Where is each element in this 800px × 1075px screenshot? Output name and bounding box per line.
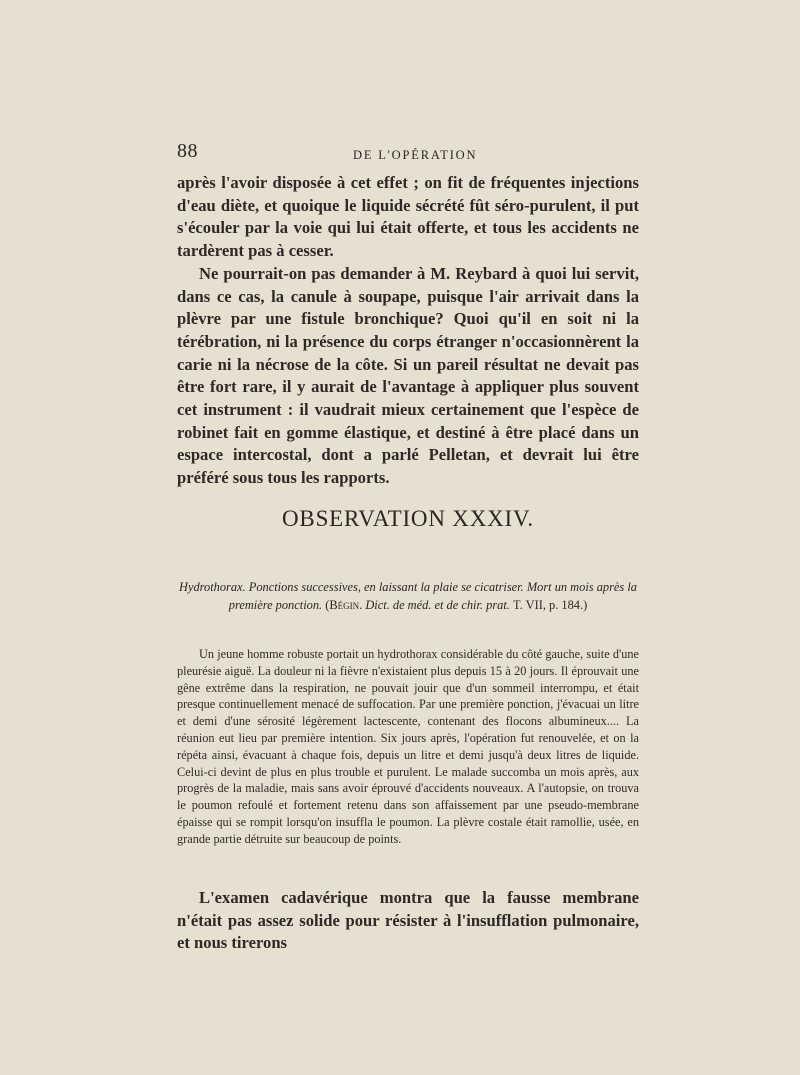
- body-text: [177, 172, 639, 490]
- paragraph-reybard: Ne pourrait-on pas demander à M. Reybard à quoi lui servit, dans ce cas, la canule à soupape, puisque l'air arrivait dans la plèvre par une fistule bronchique? Quoi qu'il en soit ni la térébration, ni la présence du corps étranger n'occasionnèrent la carie ni la nécrose de la côte. Si un pareil résultat ne devait pas être fort rare, il y aurait de l'avantage à appliquer plus souvent cet instrument : il vaudrait mieux certainement que l'espèce de robinet fait en gomme élastique, et destiné à être placé dans un espace intercostal, dont a parlé Pelletan, et devrait lui être préféré sous tous les rapports.: [177, 263, 639, 488]
- paragraph-continued: après l'avoir disposée à cet effet ; on fit de fréquentes injections d'eau diète, et quoique le liquide sécrété fût séro-purulent, il put s'écouler par la voie qui lui était offerte, et tous les accidents ne tardèrent pas à cesser.: [177, 173, 639, 261]
- summary-ref: T. VII, p. 184.): [513, 598, 588, 612]
- summary-open-paren: (: [325, 598, 330, 612]
- running-title: DE L'OPÉRATION: [353, 148, 478, 162]
- summary-author: Bégin.: [329, 598, 363, 612]
- observation-summary: [177, 578, 639, 614]
- case-description: Un jeune homme robuste portait un hydrothorax considérable du côté gauche, suite d'une pleurésie aiguë. La douleur ni la fièvre n'existaient plus depuis 15 à 20 jours. Il éprouvait une gêne extrême dans la respiration, ne pouvait jouir que d'un sommeil interrompu, et était presque continuellement menacé de suffocation. Par une première ponction, j'évacuai un litre et demi d'une sérosité légèrement lactescente, contenant des flocons albumineux.... La réunion eut lieu par première intention. Six jours après, l'opération fut renouvelée, et on la répéta ainsi, évacuant à chaque fois, depuis un litre et demi jusqu'à deux litres de liquide. Celui-ci devint de plus en plus trouble et purulent. Le malade succomba un mois après, aux progrès de la maladie, mais sans avoir éprouvé d'accidents nouveaux. A l'autopsie, on trouva le poumon refoulé et fortement retenu dans son affaissement par une pseudo-membrane épaisse qui se rompit lorsqu'on insuffla le poumon. La plèvre costale était ramollie, usée, en grande partie détruite sur beaucoup de points.: [177, 647, 639, 846]
- summary-text: Hydrothorax. Ponctions successives, en laissant la plaie se cicatriser. Mort un mois après la première ponction.: [179, 580, 637, 612]
- page-header: [177, 140, 639, 164]
- final-paragraph: L'examen cadavérique montra que la fausse membrane n'était pas assez solide pour résister à l'insufflation pulmonaire, et nous tirerons: [177, 888, 639, 953]
- page-number: 88: [177, 140, 198, 162]
- summary-work: Dict. de méd. et de chir. prat.: [365, 598, 510, 612]
- observation-title: OBSERVATION XXXIV.: [282, 506, 534, 531]
